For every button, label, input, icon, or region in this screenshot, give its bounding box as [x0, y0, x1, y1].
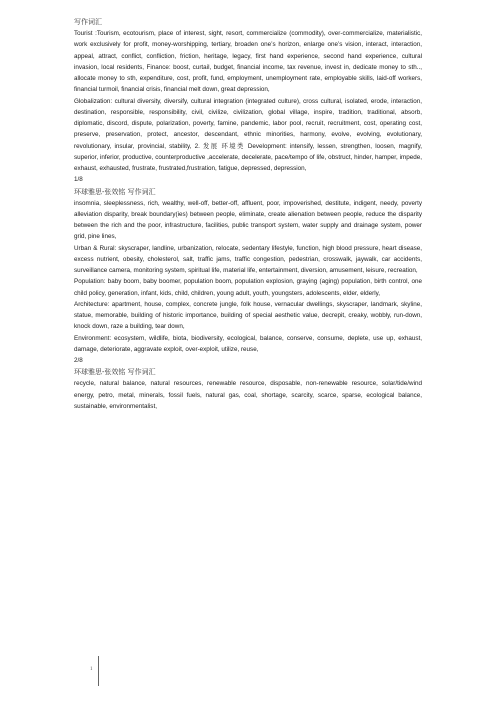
vocab-paragraph: Urban & Rural: skyscraper, landline, urbanization, relocate, sedentary lifestyle, function, high blood pressure, heart disease, excess nutrient, obesity, cholesterol, salt, traffic jams, traffic congestion, pedestrian, crosswalk, jaywalk, car accidents, surveillance camera, monitoring system, spiritual life, material life, entertainment, diversion, amusement, leisure, recreation,: [74, 244, 422, 274]
section-heading: 写作词汇: [74, 18, 102, 26]
section-heading: 环球雅思-张效铭 写作词汇: [74, 187, 156, 196]
vocab-paragraph: Population: baby boom, baby boomer, population boom, population explosion, graying (aging) population, birth control, one child policy, generation, infant, kids, child, children, young adult, youth, youngsters, adolescents, elder, elderly,: [74, 278, 422, 297]
vocab-paragraph: Globalization: cultural diversity, diversify, cultural integration (integrated culture), cross cultural, isolated, erode, interaction, destination, responsible, responsibility, civil, civilize, civilization, global village, inspire, tradition, traditional, absorb, diplomatic, discord, dispute, polarization, poverty, famine, pandemic, labor pool, recruit, recruitment, cost, operating cost, preserve, preservation, protect, ancestor, descendant, ethnic minorities, harmony, evolve, evolving, evolutionary, revolutionary, insular, provincial, stability, 2. 发展 环境类 Development: intensify, lessen, strengthen, loosen, magnify, superior, inferior, productive, counterproductive ,accelerate, decelerate, pace/tempo of life, obstruct, hinder, hamper, impede, exhaust, exhausted, frustrate, frustrated,frustration, fatigue, depressed, depression,: [74, 97, 422, 172]
vocab-paragraph: Architecture: apartment, house, complex, concrete jungle, folk house, vernacular dwellings, skyscraper, landmark, skyline, statue, memorable, building of historic importance, building of special aesthetic value, decrepit, creaky, wobbly, run-down, knock down, raze a building, tear down,: [74, 300, 422, 331]
vocab-paragraph: insomnia, sleeplessness, rich, wealthy, well-off, better-off, affluent, poor, impoverished, destitute, indigent, needy, poverty alleviation disparity, break boundary(ies) between people, eliminate, create alienation between people, reduce the disparity between the rich and the poor, infrastructure, facilities, public transport system, water supply and drainage system, power grid, pine lines,: [74, 199, 422, 241]
footer-page-number: 1: [90, 667, 93, 672]
vocab-paragraph: Tourist :Tourism, ecotourism, place of interest, sight, resort, commercialize (commodity), over-commercialize, materialistic, work exclusively for profit, money-worshipping, tertiary, broaden one’s horizon, enlarge one’s vision, interact, interaction, appeal, attract, conflict, confliction, friction, heritage, legacy, first hand experience, second hand experience, cultural invasion, local residents, Finance: boost, curtail, budget, financial income, tax revenue, invest in, dedicate money to sth.., allocate money to sth, expenditure, cost, profit, fund, employment, unemployment rate, employable skills, laid-off workers, financial turmoil, financial crisis, financial melt down, great depression,: [74, 30, 422, 94]
vocab-paragraph: recycle, natural balance, natural resources, renewable resource, disposable, non-renewable resource, solar/tide/wind energy, petro, metal, minerals, fossil fuels, natural gas, coal, shortage, scarcity, scarce, sparse, ecological balance, sustainable, environmentalist,: [74, 380, 422, 410]
vocab-paragraph: Environment: ecosystem, wildlife, biota, biodiversity, ecological, balance, conserve, consume, deplete, use up, exhaust, damage, deteriorate, aggravate exploit, over-exploit, utilize, reuse,: [74, 334, 422, 353]
page-marker: 1/8: [74, 176, 83, 184]
document-body: [74, 16, 422, 412]
footer-divider: [98, 656, 99, 686]
page-marker: 2/8: [74, 357, 83, 364]
page-footer: [82, 656, 122, 686]
section-heading: 环球雅思-张效铭 写作词汇: [74, 368, 156, 377]
